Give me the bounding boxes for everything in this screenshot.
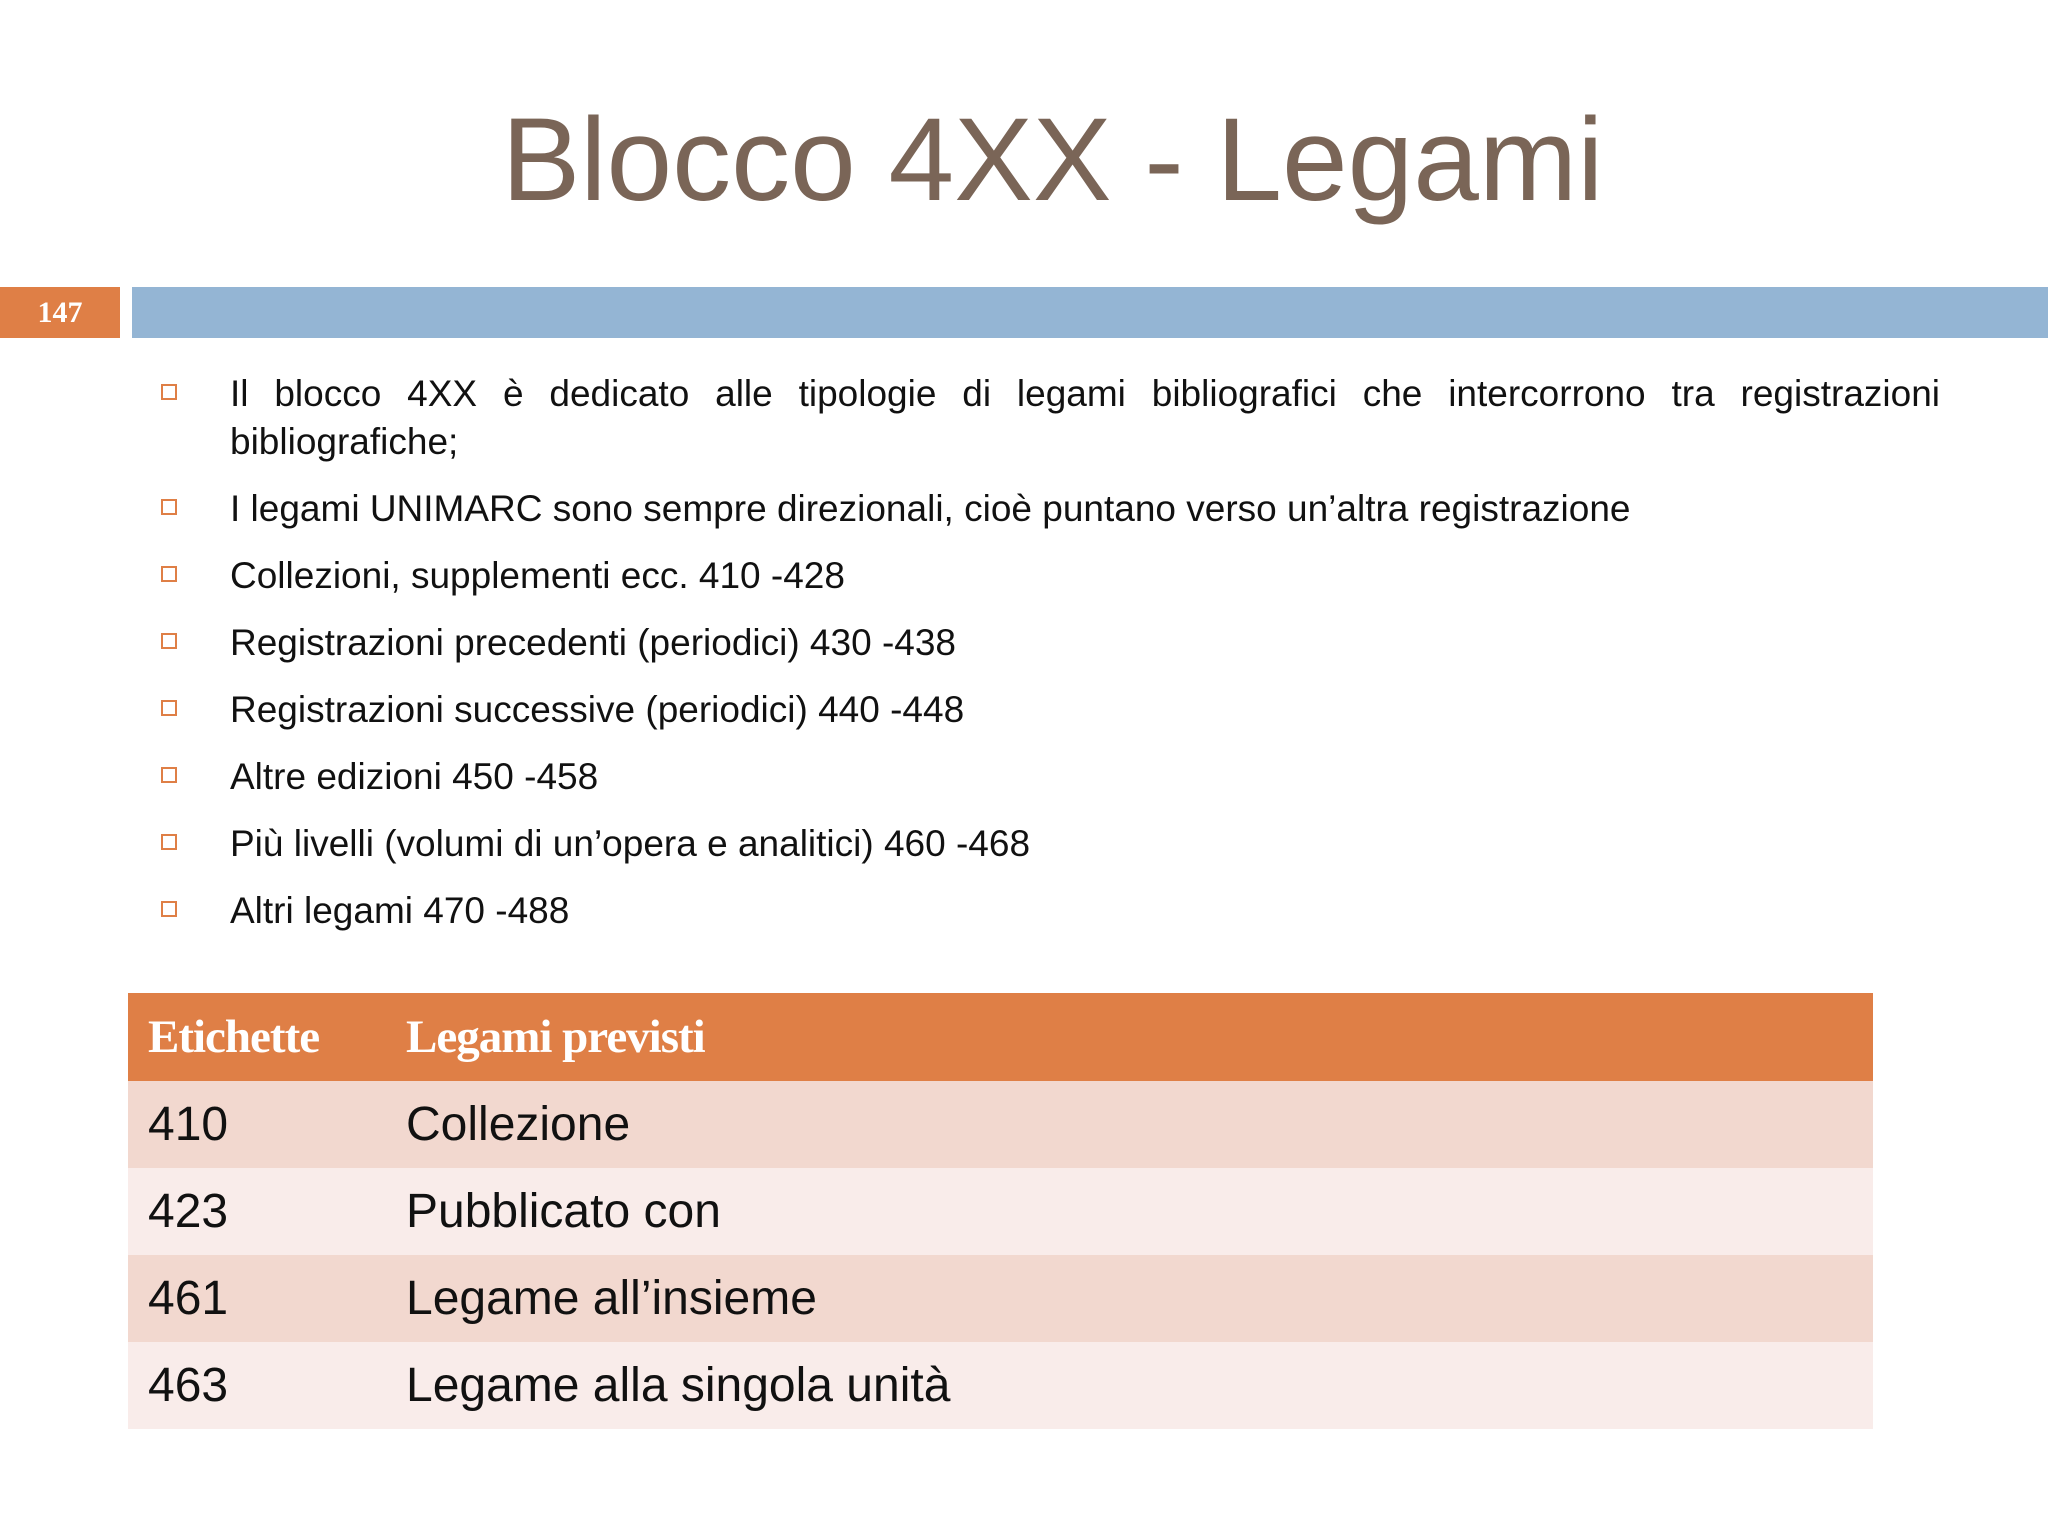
- header-divider-bar: [132, 287, 2048, 338]
- column-header-links: Legami previsti: [406, 1011, 705, 1063]
- bullet-text: Più livelli (volumi di un’opera e analitici) 460 -468: [230, 823, 1031, 864]
- link-tags-table: [128, 993, 1873, 1429]
- bullet-text: Collezioni, supplementi ecc. 410 -428: [230, 555, 845, 596]
- bullet-text: Altri legami 470 -488: [230, 890, 570, 931]
- table-header-row: [128, 993, 1873, 1081]
- table-cell-link: Collezione: [406, 1098, 631, 1151]
- square-bullet-icon: [161, 767, 177, 783]
- table-cell-link: Legame alla singola unità: [406, 1359, 951, 1412]
- table-row: [128, 1081, 1873, 1168]
- bullet-text: Registrazioni precedenti (periodici) 430 -438: [230, 622, 956, 663]
- table-row: [128, 1168, 1873, 1255]
- table-row: [128, 1342, 1873, 1429]
- list-item: [155, 686, 1940, 734]
- list-item: [155, 753, 1940, 801]
- bullet-list: [155, 370, 1940, 954]
- bullet-text: Il blocco 4XX è dedicato alle tipologie di legami bibliografici che intercorrono tra registrazioni bibliografiche;: [230, 373, 1940, 462]
- square-bullet-icon: [161, 633, 177, 649]
- bullet-text: Altre edizioni 450 -458: [230, 756, 599, 797]
- slide-title: Blocco 4XX - Legami: [501, 94, 1604, 226]
- table-cell-tag: 461: [148, 1272, 229, 1325]
- list-item: [155, 552, 1940, 600]
- square-bullet-icon: [161, 566, 177, 582]
- table-cell-tag: 423: [148, 1185, 229, 1238]
- bullet-text: I legami UNIMARC sono sempre direzionali, cioè puntano verso un’altra registrazione: [230, 488, 1631, 529]
- square-bullet-icon: [161, 834, 177, 850]
- table-cell-link: Pubblicato con: [406, 1185, 721, 1238]
- bullet-text: Registrazioni successive (periodici) 440 -448: [230, 689, 965, 730]
- list-item: [155, 820, 1940, 868]
- page-number-badge: 147: [0, 287, 120, 338]
- table-row: [128, 1255, 1873, 1342]
- table-cell-tag: 463: [148, 1359, 229, 1412]
- square-bullet-icon: [161, 499, 177, 515]
- square-bullet-icon: [161, 700, 177, 716]
- column-header-tags: Etichette: [148, 1011, 320, 1063]
- list-item: [155, 485, 1940, 533]
- table-cell-tag: 410: [148, 1098, 229, 1151]
- list-item: [155, 887, 1940, 935]
- table-cell-link: Legame all’insieme: [406, 1272, 817, 1325]
- list-item: [155, 370, 1940, 466]
- square-bullet-icon: [161, 384, 177, 400]
- list-item: [155, 619, 1940, 667]
- square-bullet-icon: [161, 901, 177, 917]
